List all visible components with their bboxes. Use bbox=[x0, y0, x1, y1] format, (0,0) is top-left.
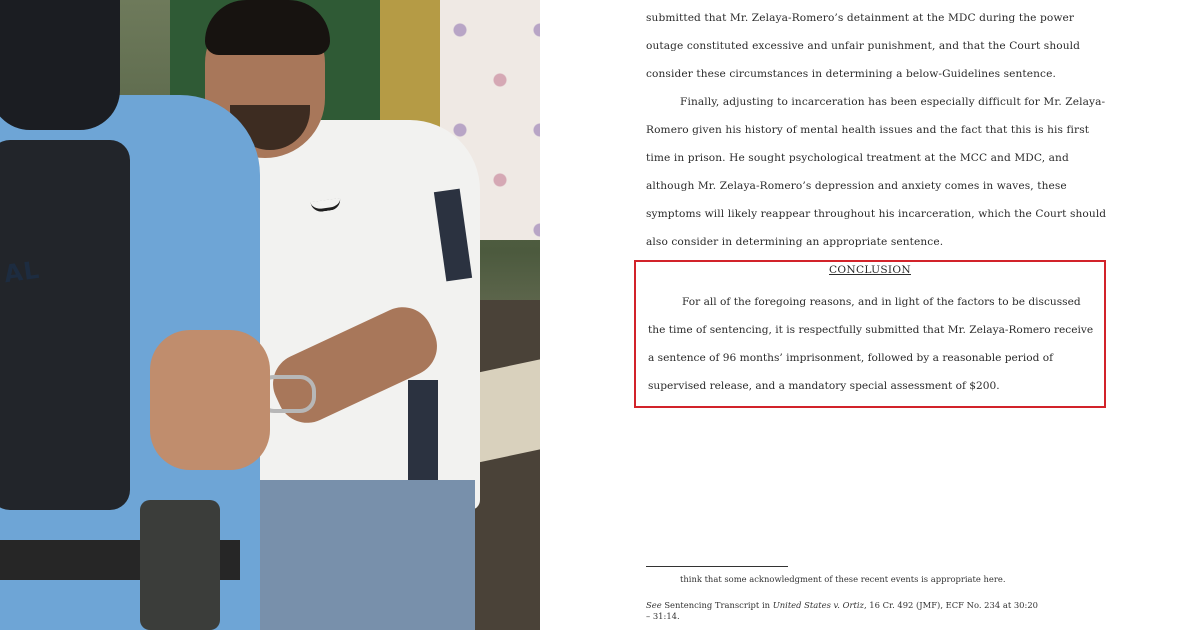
text-line: also consider in determining an appropriate sentence. bbox=[646, 236, 944, 248]
court-document-page bbox=[540, 0, 1200, 630]
officer-arm bbox=[150, 330, 270, 470]
text-line: the time of sentencing, it is respectfully submitted that Mr. Zelaya-Romero receive bbox=[648, 324, 1094, 336]
footnote-text: Sentencing Transcript in bbox=[661, 600, 773, 610]
text-line: Finally, adjusting to incarceration has been especially difficult for Mr. Zelaya- bbox=[680, 96, 1106, 108]
officer-head bbox=[0, 0, 120, 130]
text-line: think that some acknowledgment of these recent events is appropriate here. bbox=[680, 574, 1006, 584]
footnote-1 bbox=[646, 574, 1116, 585]
text-line: submitted that Mr. Zelaya-Romero’s detainment at the MDC during the power bbox=[646, 12, 1075, 24]
footnote-2 bbox=[646, 600, 1116, 622]
text-line: supervised release, and a mandatory special assessment of $200. bbox=[648, 380, 1000, 392]
detainee-hair bbox=[205, 0, 330, 55]
text-line: symptoms will likely reappear throughout his incarceration, which the Court should bbox=[646, 208, 1107, 220]
conclusion-paragraph bbox=[648, 288, 1103, 400]
text-line: time in prison. He sought psychological treatment at the MCC and MDC, and bbox=[646, 152, 1069, 164]
holster-icon bbox=[140, 500, 220, 630]
conclusion-highlight-box bbox=[634, 260, 1106, 408]
conclusion-heading: CONCLUSION bbox=[829, 264, 911, 276]
text-line: consider these circumstances in determining a below-Guidelines sentence. bbox=[646, 68, 1056, 80]
footnote-citation: , 16 Cr. 492 (JMF), ECF No. 234 at 30:20 bbox=[863, 600, 1038, 610]
footnote-signal: See bbox=[646, 600, 662, 610]
arrest-photo bbox=[0, 0, 540, 630]
text-line: Romero given his history of mental health issues and the fact that this is his first bbox=[646, 124, 1090, 136]
paragraph-1 bbox=[646, 4, 1101, 88]
text-line: – 31:14. bbox=[646, 611, 680, 621]
officer-vest bbox=[0, 140, 130, 510]
detainee-jeans bbox=[225, 480, 475, 630]
text-line: For all of the foregoing reasons, and in light of the factors to be discussed bbox=[682, 296, 1081, 308]
text-line: a sentence of 96 months’ imprisonment, followed by a reasonable period of bbox=[648, 352, 1054, 364]
uniform-patch: AL bbox=[2, 255, 42, 289]
case-name: United States v. Ortiz bbox=[772, 600, 864, 610]
text-line bbox=[646, 600, 1116, 611]
text-line: although Mr. Zelaya-Romero’s depression and anxiety comes in waves, these bbox=[646, 180, 1067, 192]
footnote-divider bbox=[646, 566, 788, 567]
paragraph-2 bbox=[646, 88, 1107, 256]
text-line: outage constituted excessive and unfair punishment, and that the Court should bbox=[646, 40, 1081, 52]
